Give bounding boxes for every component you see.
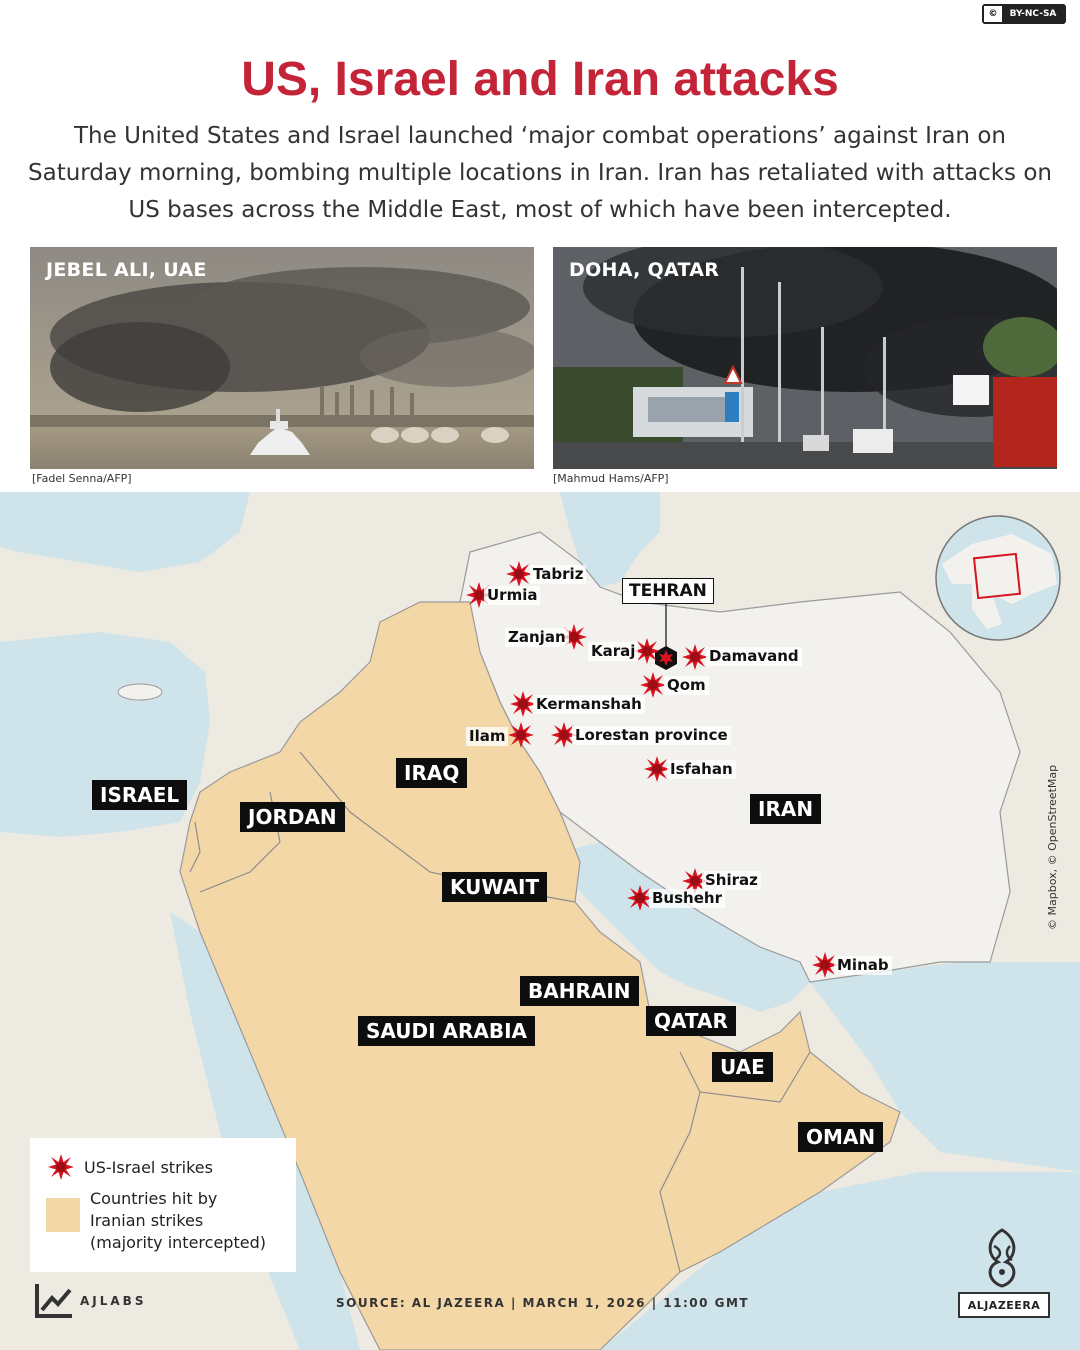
page-title: US, Israel and Iran attacks (241, 53, 839, 106)
page-subtitle: The United States and Israel launched ‘major combat operations’ against Iran on Saturday morning, bombing multiple locations in Iran. Iran has retaliated with attacks on US bases across the Middle East, most of which have been intercepted. (28, 123, 1052, 223)
city-label-minab: Minab (834, 956, 892, 975)
country-label-qatar: QATAR (646, 1006, 736, 1036)
inset-globe (932, 514, 1064, 642)
license-text: BY-NC-SA (1002, 6, 1064, 22)
cc-icon: © (984, 6, 1002, 22)
photo-label-doha: DOHA, QATAR (569, 259, 720, 281)
photo-credit-doha: [Mahmud Hams/AFP] (553, 472, 669, 485)
city-label-urmia: Urmia (484, 586, 540, 605)
city-label-zanjan: Zanjan (505, 628, 569, 647)
aljazeera-logo (958, 1226, 1050, 1312)
city-label-qom: Qom (664, 676, 709, 695)
legend-row-strikes (48, 1154, 213, 1180)
country-label-oman: OMAN (798, 1122, 883, 1152)
country-label-jordan: JORDAN (240, 802, 345, 832)
city-label-shiraz: Shiraz (702, 871, 761, 890)
photo-label-jebel-ali: JEBEL ALI, UAE (46, 259, 207, 281)
map-legend (30, 1138, 296, 1272)
photo-doha (553, 247, 1057, 469)
city-label-ilam: Ilam (466, 727, 508, 746)
legend-strike-icon (48, 1154, 74, 1180)
license-badge (982, 4, 1066, 24)
ajlabs-chart-icon (34, 1282, 74, 1320)
ajlabs-text: AJLABS (80, 1294, 147, 1308)
aljazeera-emblem-icon (958, 1226, 1046, 1290)
legend-strikes-label: US-Israel strikes (84, 1157, 213, 1177)
strike-icon-damavand (682, 644, 708, 670)
city-label-damavand: Damavand (706, 647, 802, 666)
country-label-israel: ISRAEL (92, 780, 187, 810)
city-label-karaj: Karaj (588, 642, 638, 661)
photo-credit-jebel-ali: [Fadel Senna/AFP] (32, 472, 132, 485)
legend-hit-swatch (46, 1198, 80, 1232)
city-label-lorestan: Lorestan province (572, 726, 731, 745)
country-label-uae: UAE (712, 1052, 773, 1082)
country-label-kuwait: KUWAIT (442, 872, 547, 902)
map-credit: © Mapbox, © OpenStreetMap (1046, 764, 1059, 930)
source-line: SOURCE: AL JAZEERA | MARCH 1, 2026 | 11:00 GMT (336, 1296, 750, 1310)
country-label-iraq: IRAQ (396, 758, 467, 788)
city-label-tabriz: Tabriz (530, 565, 586, 584)
capital-label-tehran: TEHRAN (622, 578, 714, 604)
country-label-iran: IRAN (750, 794, 821, 824)
city-label-isfahan: Isfahan (667, 760, 736, 779)
legend-hit-label: Countries hit by Iranian strikes (majority intercepted) (90, 1189, 266, 1252)
strike-icon-tabriz (506, 561, 532, 587)
photo-jebel-ali (30, 247, 534, 469)
country-label-bahrain: BAHRAIN (520, 976, 639, 1006)
map[interactable] (0, 492, 1080, 1350)
city-label-kermanshah: Kermanshah (533, 695, 645, 714)
ajlabs-logo (34, 1282, 146, 1320)
aljazeera-wordmark: ALJAZEERA (958, 1292, 1050, 1318)
country-label-saudi-arabia: SAUDI ARABIA (358, 1016, 535, 1046)
strike-icon-ilam (508, 722, 534, 748)
city-label-bushehr: Bushehr (649, 889, 725, 908)
